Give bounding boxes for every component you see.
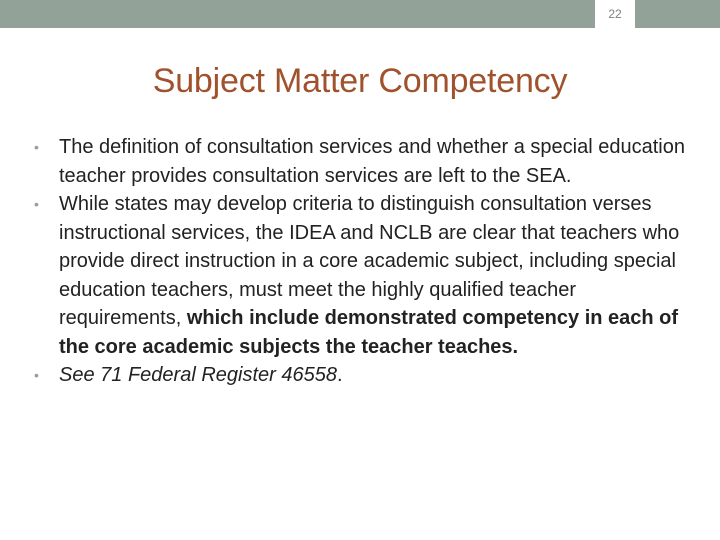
bullet-icon: •: [34, 139, 39, 155]
bullet-text-bold: which include demonstrated competency in each of the core academic subjects the teacher teaches.: [59, 307, 679, 358]
slide-title: Subject Matter Competency: [152, 62, 568, 100]
page-number-text: 22: [608, 7, 622, 21]
bullet-icon: •: [34, 367, 39, 383]
citation-text: See 71 Federal Register 46558: [59, 364, 337, 386]
bullet-item: [34, 190, 694, 361]
bullet-item: [34, 133, 694, 190]
bullet-item: [34, 361, 694, 390]
bullet-text: The definition of consultation services and whether a special education teacher provides consultation services are left to the SEA.: [59, 136, 685, 187]
bullet-list: [34, 133, 694, 390]
bullet-text: While states may develop criteria to distinguish consultation verses instructional services, the IDEA and NCLB are clear that teachers who provide direct instruction in a core academic subject, including special education teachers, must meet the highly qualified teacher requirements,: [59, 193, 680, 329]
citation-period: .: [336, 364, 343, 386]
bullet-icon: •: [34, 196, 39, 212]
page-number: [595, 0, 635, 28]
